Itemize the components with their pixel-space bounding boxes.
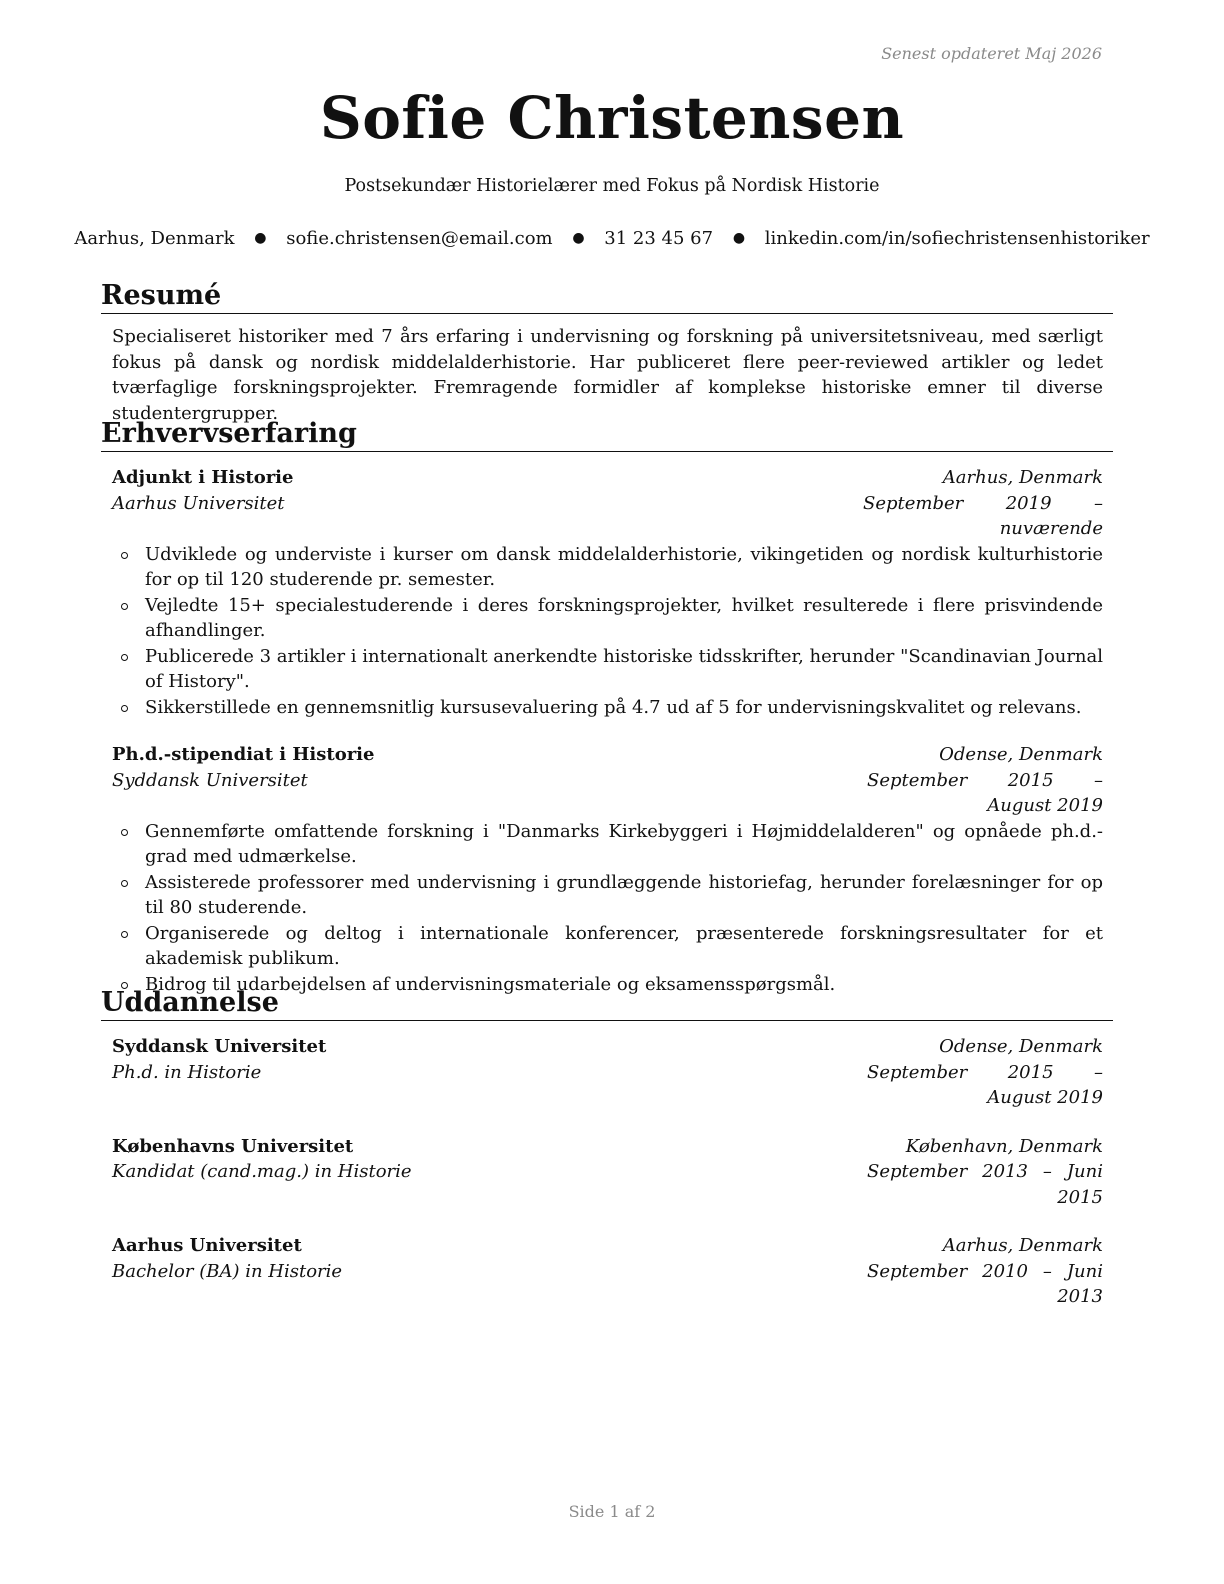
education-dates: September 2015 – August 2019 — [867, 1061, 1103, 1108]
circle-bullet-icon — [121, 603, 128, 610]
job-position: Ph.d.-stipendiat i Historie — [112, 744, 375, 765]
list-item: Organiserede og deltog i internationale konferencer, præsenterede forskningsresultater for et akademisk publikum. — [112, 921, 1103, 972]
contact-location: Aarhus, Denmark — [74, 228, 235, 249]
list-item: Gennemførte omfattende forskning i "Danmarks Kirkebyggeri i Højmiddelalderen" og opnåede ph.d.-grad med udmærkelse. — [112, 819, 1103, 870]
summary-section — [101, 280, 1113, 426]
list-item: Vejledte 15+ specialestuderende i deres forskningsprojekter, hvilket resulterede i flere prisvindende afhandlinger. — [112, 593, 1103, 644]
education-location: Odense, Denmark — [939, 1036, 1103, 1057]
job-bullets — [112, 819, 1103, 998]
job-entry — [101, 465, 1113, 720]
education-section — [101, 987, 1113, 1310]
job-dates: September 2015 – August 2019 — [867, 769, 1103, 816]
section-title-education: Uddannelse — [101, 987, 1113, 1021]
bullet-separator-icon: ● — [732, 230, 746, 246]
education-degree: Kandidat (cand.mag.) in Historie — [112, 1161, 412, 1182]
circle-bullet-icon — [121, 705, 128, 712]
job-bullets — [112, 542, 1103, 721]
page-number: Side 1 af 2 — [568, 1502, 656, 1521]
education-institution: Syddansk Universitet — [112, 1036, 327, 1057]
list-item: Sikkerstillede en gennemsnitlig kursusevaluering på 4.7 ud af 5 for undervisningskvalitet og relevans. — [112, 695, 1103, 721]
last-updated: Senest opdateret Maj 2026 — [881, 44, 1102, 63]
list-item: Bidrog til udarbejdelsen af undervisningsmateriale og eksamensspørgsmål. — [112, 972, 1103, 998]
experience-section — [101, 418, 1113, 997]
circle-bullet-icon — [121, 654, 128, 661]
job-employer: Aarhus Universitet — [112, 492, 285, 514]
list-item: Publicerede 3 artikler i internationalt anerkendte historiske tidsskrifter, herunder "Scandinavian Journal of History". — [112, 644, 1103, 695]
circle-bullet-icon — [121, 552, 128, 559]
bullet-separator-icon: ● — [572, 230, 585, 246]
education-dates: September 2013 – Juni 2015 — [867, 1161, 1103, 1208]
education-location: Aarhus, Denmark — [942, 1235, 1103, 1256]
job-dates: September 2019 – nuværende — [863, 492, 1103, 539]
contact-phone: 31 23 45 67 — [604, 228, 714, 249]
education-dates: September 2010 – Juni 2013 — [867, 1260, 1103, 1307]
education-degree: Bachelor (BA) in Historie — [112, 1260, 343, 1282]
section-title-summary: Resumé — [101, 280, 1113, 314]
contact-line — [0, 228, 1224, 249]
contact-email[interactable]: sofie.christensen@email.com — [286, 228, 553, 249]
section-title-experience: Erhvervserfaring — [101, 418, 1113, 452]
candidate-name: Sofie Christensen — [319, 84, 905, 152]
contact-linkedin[interactable]: linkedin.com/in/sofiechristensenhistoriker — [764, 228, 1150, 249]
education-degree: Ph.d. in Historie — [112, 1061, 262, 1083]
circle-bullet-icon — [121, 931, 128, 938]
list-item: Udviklede og underviste i kurser om dansk middelalderhistorie, vikingetiden og nordisk kulturhistorie for op til 120 studerende pr. semester. — [112, 542, 1103, 593]
circle-bullet-icon — [121, 829, 128, 836]
professional-title: Postsekundær Historielærer med Fokus på Nordisk Historie — [344, 176, 880, 196]
job-location: Aarhus, Denmark — [942, 467, 1103, 488]
bullet-separator-icon: ● — [254, 230, 267, 246]
education-institution: Aarhus Universitet — [112, 1235, 302, 1256]
job-location: Odense, Denmark — [939, 744, 1103, 765]
education-entry — [101, 1233, 1113, 1310]
education-entry — [101, 1134, 1113, 1211]
job-entry — [101, 742, 1113, 997]
education-location: København, Denmark — [905, 1135, 1103, 1157]
circle-bullet-icon — [121, 880, 128, 887]
job-position: Adjunkt i Historie — [112, 467, 294, 488]
summary-text: Specialiseret historiker med 7 års erfaring i undervisning og forskning på universitetsniveau, med særligt fokus på dansk og nordisk middelalderhistorie. Har publiceret flere peer-reviewed artikler og ledet tværfaglige forskningsprojekter. Fremragende formidler af komplekse historiske emner til diverse studentergrupper. — [112, 326, 1103, 424]
job-employer: Syddansk Universitet — [112, 769, 308, 791]
education-entry — [101, 1034, 1113, 1111]
education-institution: Københavns Universitet — [112, 1135, 354, 1157]
list-item: Assisterede professorer med undervisning i grundlæggende historiefag, herunder forelæsninger for op til 80 studerende. — [112, 870, 1103, 921]
